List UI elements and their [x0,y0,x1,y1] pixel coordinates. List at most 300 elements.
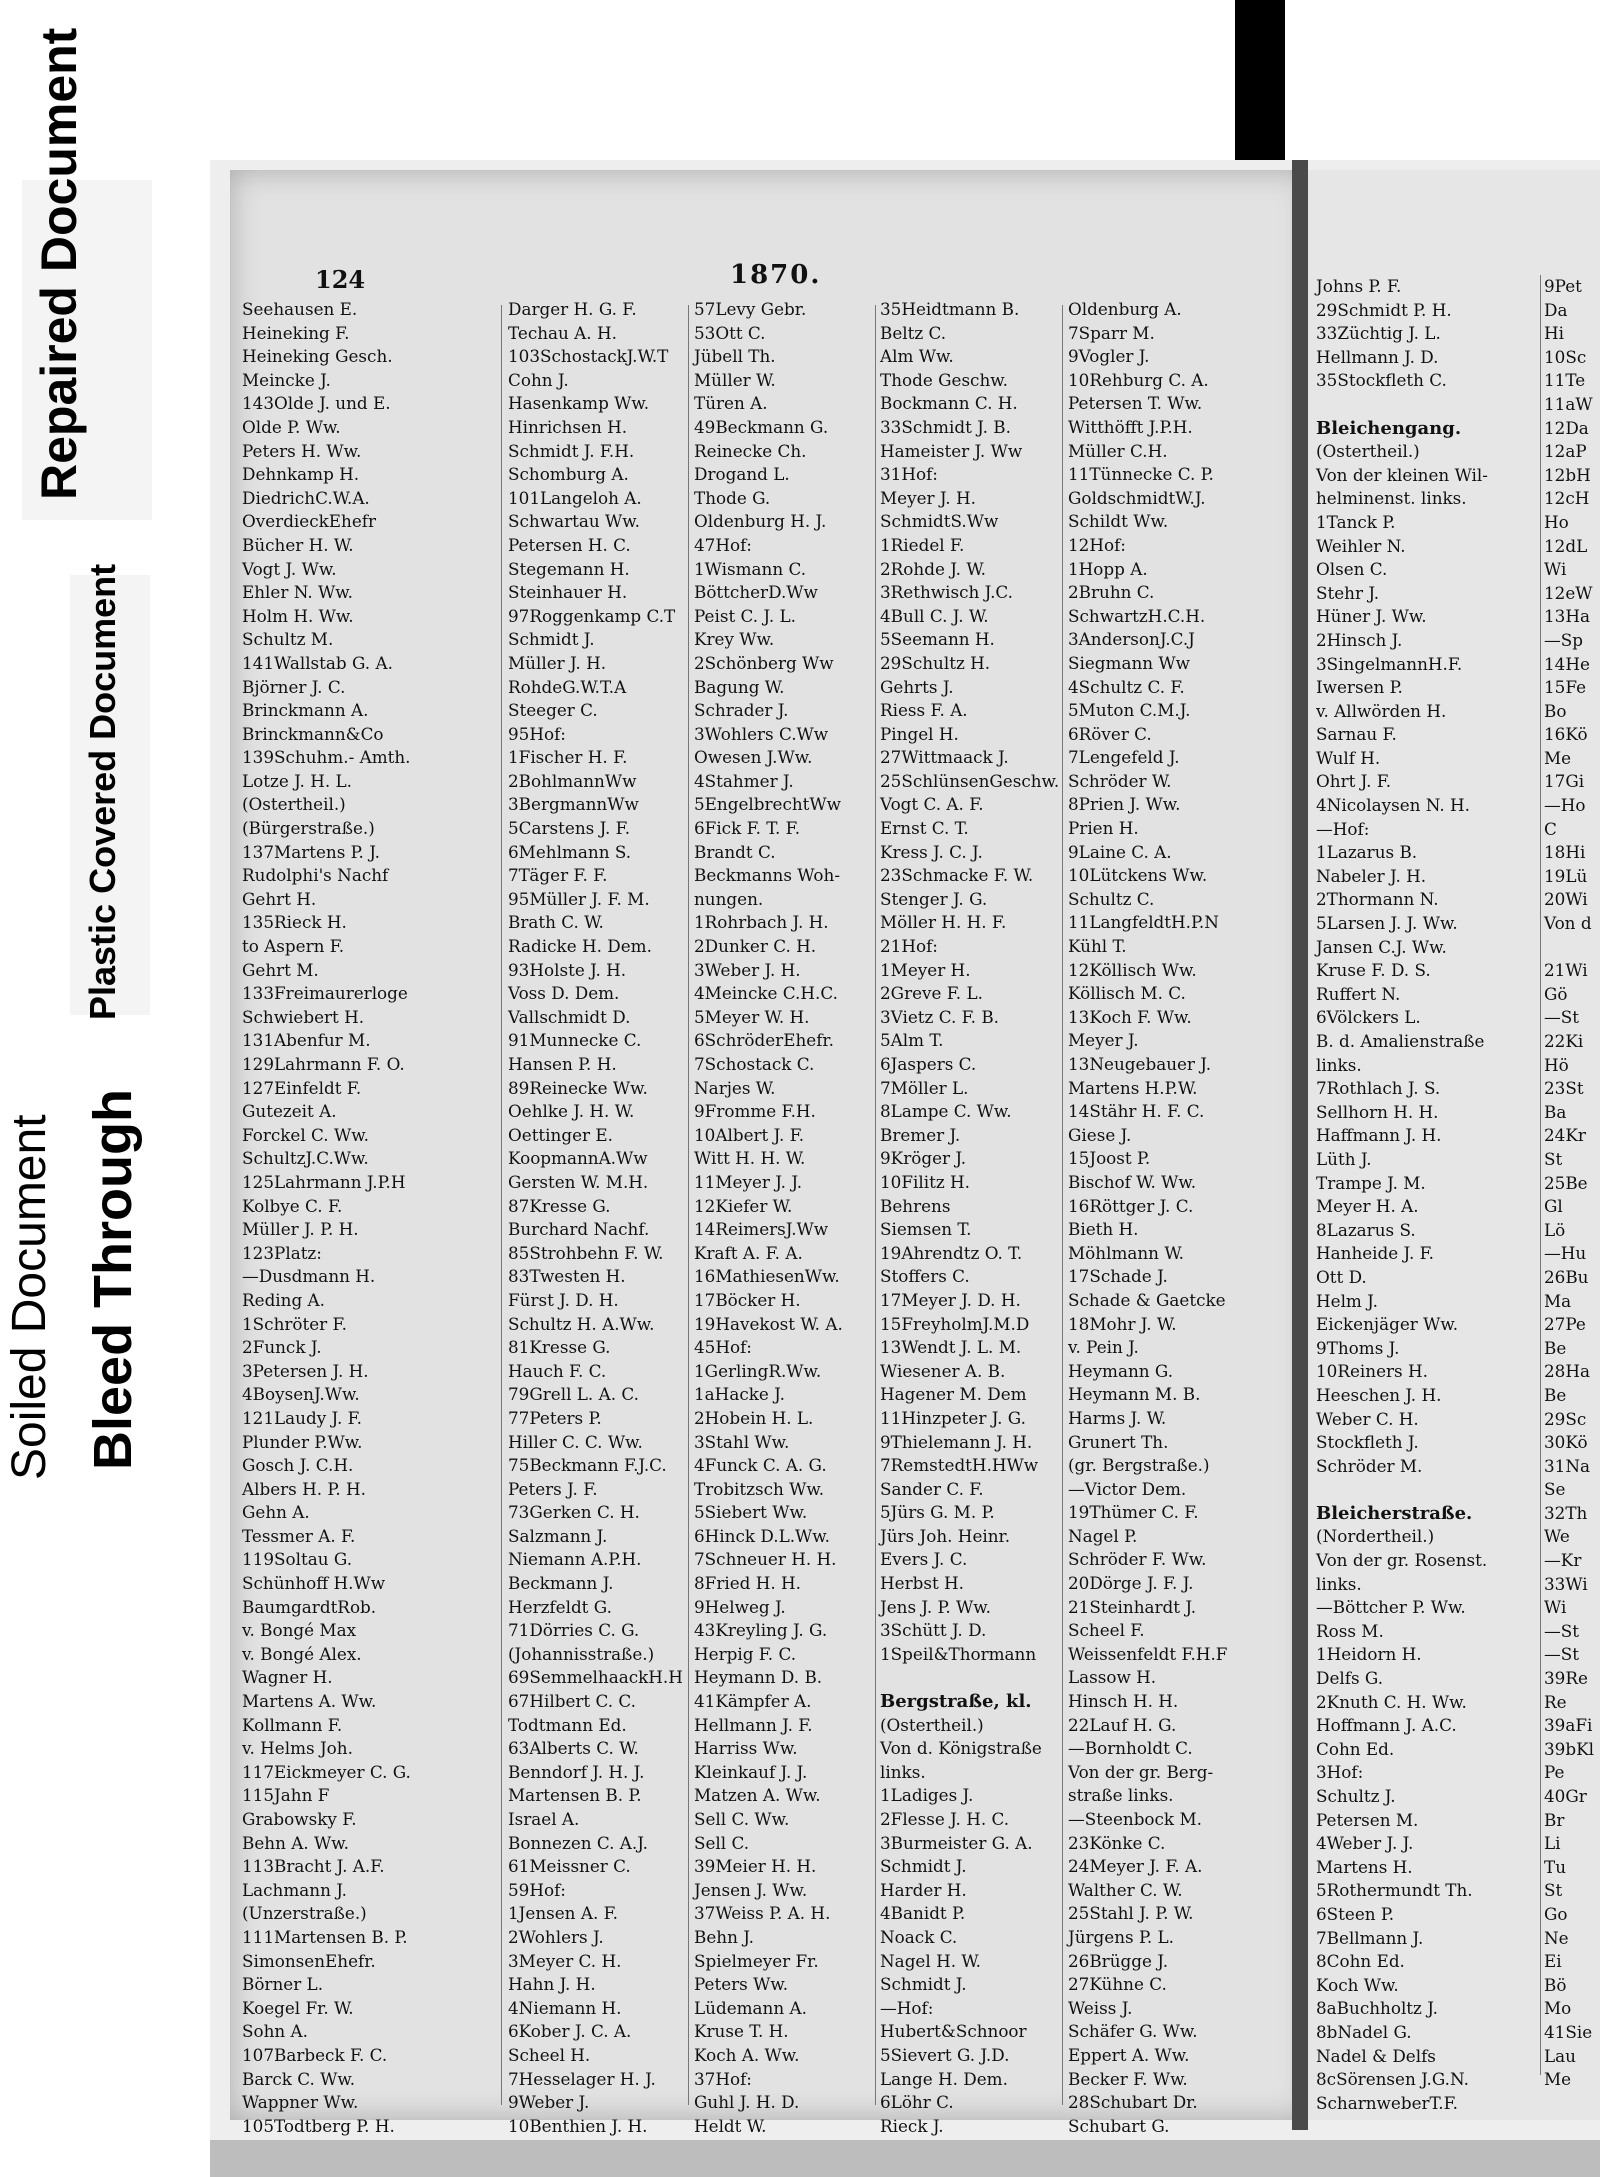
directory-entry: 35Heidtmann B. [880,299,1020,319]
directory-entry: 81Kresse G. [508,1337,611,1358]
directory-entry: 30Kö [1544,1432,1588,1453]
directory-entry: 31Hof: [880,464,938,485]
directory-entry: Gl [1544,1196,1563,1217]
directory-entry: Möller H. H. F. [880,912,1007,933]
spine-bar [1235,0,1285,160]
directory-entry: 1Jensen A. F. [508,1903,618,1924]
directory-entry: 111Martensen B. P. [242,1926,408,1947]
directory-entry: Heymann M. B. [1068,1384,1201,1405]
directory-entry: Hellmann J. F. [694,1714,813,1735]
directory-entry: 9Fromme F.H. [694,1101,816,1122]
directory-entry: Martensen B. P. [508,1785,642,1806]
directory-entry: 31Na [1544,1455,1591,1476]
directory-entry: Eickenjäger Ww. [1316,1314,1459,1335]
directory-entry: 1Ladiges J. [880,1785,974,1806]
directory-entry: Becker F. Ww. [1068,2068,1188,2089]
directory-entry: 18Mohr J. W. [1068,1313,1177,1334]
directory-entry: 25SchlünsenGeschw. [880,770,1060,791]
directory-entry: Petersen T. Ww. [1068,393,1203,414]
directory-entry: Bücher H. W. [242,534,354,555]
directory-entry: Vogt C. A. F. [880,794,984,815]
directory-entry: Barck C. Ww. [242,2068,356,2089]
directory-entry: 10Reiners H. [1316,1361,1428,1382]
directory-entry: Prien H. [1068,818,1139,839]
directory-entry: Kruse F. D. S. [1316,960,1431,981]
directory-entry: Spielmeyer Fr. [694,1950,819,1971]
directory-entry: Rieck J. [880,2115,944,2136]
directory-entry: 127Einfeldt F. [242,1077,362,1098]
directory-entry: Schäfer G. Ww. [1068,2021,1198,2042]
directory-entry: 2Rohde J. W. [880,558,986,579]
directory-entry: 93Holste J. H. [508,959,627,980]
directory-entry: Hanheide J. F. [1316,1243,1435,1264]
directory-entry: Helm J. [1316,1290,1378,1311]
directory-entry [880,1666,1065,1690]
directory-entry: 131Abenfur M. [242,1030,371,1051]
directory-entry: Krey Ww. [694,629,775,650]
directory-entry: Siegmann Ww [1068,652,1191,673]
directory-entry: Stoffers C. [880,1266,970,1287]
scanned-page [210,160,1600,2140]
directory-entry: Schmidt J. F.H. [508,440,635,461]
directory-entry: 117Eickmeyer C. G. [242,1761,411,1782]
directory-entry: 2Hinsch J. [1316,629,1403,650]
directory-entry: 39bKl [1544,1738,1594,1759]
directory-entry: Brandt C. [694,841,776,862]
directory-entry: Schildt Ww. [1068,511,1169,532]
directory-entry: Israel A. [508,1809,580,1829]
directory-entry [1544,936,1600,960]
directory-entry: 29Sc [1544,1408,1587,1429]
label-plastic: Plastic Covered Document [82,563,123,1020]
directory-entry: Stegemann H. [508,558,630,579]
directory-entry: Matzen A. Ww. [694,1785,821,1806]
page-number: 124 [315,265,366,294]
directory-entry: 23St [1544,1078,1584,1099]
directory-entry: Hiller C. C. Ww. [508,1431,643,1452]
directory-entry: Kolbye C. F. [242,1195,343,1216]
directory-entry: 23Könke C. [1068,1832,1166,1853]
directory-entry: Witt H. H. W. [694,1148,806,1169]
directory-entry: Wulf H. [1316,747,1381,768]
directory-entry: 11Tünnecke C. P. [1068,464,1214,485]
directory-entry: 6Löhr C. [880,2092,954,2113]
directory-entry: Behn J. [694,1926,754,1947]
directory-entry: Hahn J. H. [508,1974,596,1995]
directory-entry: Giese J. [1068,1124,1132,1145]
directory-entry: 7Täger F. F. [508,865,608,886]
directory-entry: Oehlke J. H. W. [508,1101,635,1122]
directory-entry: —St [1544,1620,1580,1641]
directory-entry: Oldenburg H. J. [694,511,827,532]
directory-entry: 3Hof: [1316,1762,1364,1783]
directory-entry: Trampe J. M. [1316,1172,1426,1193]
directory-entry: links. [880,1761,926,1782]
directory-entry: Gehrt M. [242,959,319,980]
directory-entry: 43Kreyling J. G. [694,1620,828,1641]
directory-entry: Oettinger E. [508,1124,613,1145]
directory-entry: Sell C. [694,1832,750,1853]
directory-entry: Gehrt H. [242,888,317,909]
directory-entry: Seehausen E. [242,299,358,319]
directory-entry: 24Kr [1544,1125,1586,1146]
directory-entry: Schultz J. [1316,1786,1396,1806]
directory-entry: Harder H. [880,1879,967,1900]
directory-entry: 119Soltau G. [242,1549,353,1570]
directory-entry: Jürs Joh. Heinr. [880,1525,1011,1546]
directory-entry: OverdieckEhefr [242,511,377,532]
directory-entry: Brath C. W. [508,912,604,933]
directory-entry: 115Jahn F [242,1785,330,1806]
directory-entry: 6Röver C. [1068,723,1152,744]
directory-entry: 69SemmelhaackH.H [508,1667,683,1688]
directory-entry: Behrens [880,1195,951,1216]
directory-entry: Lüdemann A. [694,1997,807,2018]
directory-entry: 27Wittmaack J. [880,747,1009,768]
column-rule [875,305,876,2105]
label-bleed: Bleed Through [83,1089,143,1470]
directory-entry: Ma [1544,1290,1572,1311]
directory-entry: 19Ahrendtz O. T. [880,1242,1023,1263]
directory-entry: (Ostertheil.) [242,794,346,815]
directory-entry: (Ostertheil.) [1316,441,1420,462]
directory-entry: 10Albert J. F. [694,1124,805,1145]
directory-entry: Hansen P. H. [508,1054,617,1074]
directory-entry: 4Banidt P. [880,1903,966,1924]
directory-entry: 89Reinecke Ww. [508,1077,648,1098]
directory-entry: 4BoysenJ.Ww. [242,1384,360,1405]
directory-entry: Pe [1544,1762,1565,1783]
directory-column-7 [1544,275,1600,2090]
directory-entry: 1Hopp A. [1068,558,1148,579]
directory-entry: Hinsch H. H. [1068,1691,1179,1712]
directory-entry: 3Burmeister G. A. [880,1832,1033,1853]
directory-entry: 12Köllisch Ww. [1068,959,1197,980]
directory-entry: Me [1544,747,1572,768]
directory-entry: 101Langeloh A. [508,487,642,508]
directory-entry: Herbst H. [880,1573,964,1594]
directory-entry: 9Helweg J. [694,1596,786,1617]
directory-entry: Bö [1544,1974,1567,1995]
directory-entry: 22Ki [1544,1031,1584,1051]
directory-entry: 1Riedel F. [880,534,965,555]
directory-entry: Gehn A. [242,1502,310,1523]
directory-entry: Stenger J. G. [880,888,988,909]
directory-entry: 11Hinzpeter J. G. [880,1407,1026,1428]
directory-entry: 14He [1544,653,1590,674]
directory-entry: 11aW [1544,393,1593,414]
directory-entry: Hö [1544,1054,1569,1075]
directory-entry: 5Sievert G. J.D. [880,2044,1010,2065]
directory-entry: Gutezeit A. [242,1101,337,1122]
directory-entry: Herpig F. C. [694,1643,797,1664]
directory-entry: ScharnweberT.F. [1316,2092,1458,2113]
street-heading: Bleichengang. [1316,417,1462,439]
directory-entry: 12Kiefer W. [694,1195,793,1216]
directory-entry: Jens J. P. Ww. [880,1596,992,1617]
directory-entry: to Aspern F. [242,936,345,957]
directory-entry: —Sp [1544,629,1584,650]
directory-entry: Scheel H. [508,2044,591,2065]
directory-entry: Türen A. [694,393,768,414]
directory-entry: —Hof: [880,1997,934,2018]
directory-entry: Köllisch M. C. [1068,983,1186,1004]
directory-entry: 10Lütckens Ww. [1068,865,1208,886]
directory-entry: 24Meyer J. F. A. [1068,1856,1203,1877]
directory-entry: —St [1544,1644,1580,1665]
directory-entry: Li [1544,1833,1561,1854]
directory-entry: 1aHacke J. [694,1384,785,1405]
directory-entry: Müller J. P. H. [242,1219,359,1240]
directory-entry: 15Joost P. [1068,1148,1151,1169]
directory-entry: Hameister J. Ww [880,440,1023,461]
directory-entry: 1Speil&Thormann [880,1643,1037,1664]
directory-entry: 3Stahl Ww. [694,1431,790,1452]
directory-entry: Trobitzsch Ww. [694,1478,825,1499]
directory-entry: Hauch F. C. [508,1360,607,1381]
directory-entry: 2Wohlers J. [508,1926,604,1947]
directory-entry: Hasenkamp Ww. [508,393,650,414]
directory-entry: 9Laine C. A. [1068,841,1172,862]
directory-entry: 6Fick F. T. F. [694,818,801,839]
directory-entry: 20Wi [1544,889,1588,910]
directory-entry: Ohrt J. F. [1316,771,1392,792]
directory-entry: Reding A. [242,1289,326,1310]
directory-entry: Kruse T. H. [694,2021,789,2042]
directory-entry: Ei [1544,1951,1562,1972]
directory-entry: Heymann D. B. [694,1667,823,1688]
directory-entry: 2Thormann N. [1316,889,1439,910]
directory-entry: Wappner Ww. [242,2092,359,2113]
directory-entry: 8bNadel G. [1316,2021,1412,2042]
directory-entry: 45Hof: [694,1337,752,1358]
directory-entry: 4Schultz C. F. [1068,676,1185,697]
directory-entry: 8Fried H. H. [694,1573,801,1594]
directory-entry: 28Schubart Dr. [1068,2092,1198,2113]
directory-entry: BaumgardtRob. [242,1596,377,1617]
directory-entry: Koch A. Ww. [694,2044,800,2065]
directory-entry: 47Hof: [694,534,752,555]
directory-entry: Ernst C. T. [880,818,969,839]
directory-entry: Riess F. A. [880,700,968,721]
directory-entry: Schrader J. [694,700,789,721]
directory-entry: 5Jürs G. M. P. [880,1502,995,1523]
directory-entry: —Ho [1544,795,1586,816]
directory-entry: 4Funck C. A. G. [694,1455,827,1476]
directory-entry: nungen. [694,888,764,909]
directory-entry: Be [1544,1337,1567,1358]
directory-entry: straße links. [1068,1785,1174,1806]
directory-entry: 1Heidorn H. [1316,1644,1422,1665]
directory-entry: 5Carstens J. F. [508,818,631,839]
directory-entry: 17Schade J. [1068,1266,1168,1287]
directory-entry: Schwartau Ww. [508,511,640,532]
directory-entry: SchmidtS.Ww [880,511,999,532]
directory-entry: Jürgens P. L. [1068,1926,1175,1947]
directory-entry: 14Stähr H. F. C. [1068,1101,1205,1122]
directory-entry: Oldenburg A. [1068,299,1182,319]
directory-entry: Schultz H. A.Ww. [508,1313,655,1334]
directory-entry: Grunert Th. [1068,1431,1169,1452]
directory-entry: 22Lauf H. G. [1068,1714,1177,1735]
directory-entry: Meincke J. [242,369,331,390]
directory-entry: 1Meyer H. [880,959,971,980]
directory-column-5 [1068,298,1288,2136]
directory-entry: 143Olde J. und E. [242,393,391,414]
directory-entry: 11Meyer J. J. [694,1171,803,1192]
directory-entry: RohdeG.W.T.A [508,676,627,697]
directory-entry: 113Bracht J. A.F. [242,1856,385,1877]
directory-entry: Steinhauer H. [508,582,628,603]
directory-entry: 9Kröger J. [880,1148,967,1169]
directory-entry: 6SchröderEhefr. [694,1030,834,1051]
directory-entry: 4Stahmer J. [694,770,794,791]
directory-entry: 87Kresse G. [508,1195,611,1216]
directory-entry: 141Wallstab G. A. [242,652,393,673]
directory-entry: 95Hof: [508,723,566,744]
directory-entry: 5Larsen J. J. Ww. [1316,913,1458,934]
directory-entry: 4Meincke C.H.C. [694,983,838,1004]
directory-entry: 5Seemann H. [880,629,995,650]
directory-entry: Sohn A. [242,2021,309,2042]
column-rule [1540,275,1541,2075]
street-heading: Bergstraße, kl. [880,1691,1032,1713]
directory-entry: 125Lahrmann J.P.H [242,1171,406,1192]
directory-entry: Bischof W. Ww. [1068,1171,1197,1192]
directory-entry: Jansen C.J. Ww. [1316,936,1447,957]
directory-entry: Schmidt J. [508,629,595,650]
directory-entry: Schröder M. [1316,1455,1423,1476]
directory-entry: Harms J. W. [1068,1407,1167,1428]
directory-entry: Wi [1544,559,1567,580]
directory-entry: Forckel C. Ww. [242,1124,369,1145]
label-repaired: Repaired Document [31,27,87,500]
directory-entry: Eppert A. Ww. [1068,2044,1190,2065]
directory-entry: Olde P. Ww. [242,416,341,437]
directory-entry: Lö [1544,1219,1566,1240]
directory-entry: Johns P. F. [1316,276,1402,296]
directory-entry: 129Lahrmann F. O. [242,1054,405,1074]
directory-entry: Jübell Th. [694,346,776,367]
directory-entry: 37Weiss P. A. H. [694,1903,831,1924]
directory-entry: v. Bongé Alex. [242,1643,362,1664]
directory-entry: Pingel H. [880,723,959,744]
directory-entry: Sellhorn H. H. [1316,1101,1439,1122]
directory-entry: 1Lazarus B. [1316,842,1418,863]
directory-entry: 61Meissner C. [508,1856,631,1877]
directory-entry: 29Schmidt P. H. [1316,299,1452,320]
directory-entry: 17Meyer J. D. H. [880,1289,1021,1310]
directory-entry: 5Alm T. [880,1030,944,1051]
directory-entry: 6Kober J. C. A. [508,2021,632,2042]
directory-entry [1316,1478,1516,1502]
directory-entry: Petersen M. [1316,1809,1419,1830]
directory-entry: Gehrts J. [880,676,954,697]
directory-entry: Hellmann J. D. [1316,346,1439,367]
directory-entry: Meyer J. [1068,1030,1139,1051]
directory-entry: Behn A. Ww. [242,1832,349,1853]
directory-entry: 6Hinck D.L.Ww. [694,1525,831,1546]
directory-entry: 3SingelmannH.F. [1316,653,1463,674]
directory-entry: 121Laudy J. F. [242,1407,362,1428]
directory-entry: Thode Geschw. [880,369,1008,390]
directory-entry: Schultz M. [242,629,334,650]
directory-entry: Nabeler J. H. [1316,865,1427,886]
directory-entry: 10Rehburg C. A. [1068,369,1209,390]
directory-entry: Lachmann J. [242,1879,347,1900]
directory-entry: 73Gerken C. H. [508,1502,640,1523]
directory-entry: Schubart G. [1068,2115,1170,2136]
directory-entry: 37Hof: [694,2068,752,2089]
directory-entry: Sander C. F. [880,1478,984,1499]
directory-entry: Kraft A. F. A. [694,1242,803,1263]
directory-entry: Lau [1544,2045,1576,2066]
directory-entry: Albers H. P. H. [242,1478,366,1499]
directory-entry: Holm H. Ww. [242,605,354,626]
directory-entry: Weiss J. [1068,1997,1133,2018]
directory-entry: 3Vietz C. F. B. [880,1006,999,1027]
directory-entry: Heineking Gesch. [242,346,393,367]
directory-entry: Reinecke Ch. [694,440,807,461]
directory-entry: 133Freimaurerloge [242,983,408,1004]
directory-entry: 91Munnecke C. [508,1030,642,1051]
directory-entry: 83Twesten H. [508,1266,626,1287]
directory-entry: 2Greve F. L. [880,983,983,1004]
directory-entry: 105Todtberg P. H. [242,2115,395,2136]
directory-entry: (Bürgerstraße.) [242,818,375,839]
directory-entry: 27Pe [1544,1314,1586,1335]
directory-entry: Grabowsky F. [242,1809,357,1829]
directory-entry: Hi [1544,323,1565,344]
directory-entry: 135Rieck H. [242,912,347,933]
directory-entry: 9Vogler J. [1068,346,1150,367]
directory-entry: 2BohlmannWw [508,770,637,791]
directory-entry: Weissenfeldt F.H.F [1068,1643,1228,1664]
directory-entry: Von der kleinen Wil- [1316,464,1488,485]
directory-entry: Lüth J. [1316,1148,1372,1169]
directory-entry: Heymann G. [1068,1360,1174,1381]
column-rule [1062,305,1063,2105]
directory-entry: Heeschen J. H. [1316,1384,1442,1405]
directory-entry: KoopmannA.Ww [508,1148,648,1169]
directory-entry: 2Knuth C. H. Ww. [1316,1691,1467,1712]
directory-entry: Scheel F. [1068,1620,1145,1641]
directory-entry: Kollmann F. [242,1714,343,1735]
directory-entry: 49Beckmann G. [694,416,829,437]
directory-entry: (Ostertheil.) [880,1714,984,1735]
directory-entry: 8aBuchholtz J. [1316,1998,1438,2019]
directory-entry: Ne [1544,1927,1569,1948]
label-strip [0,0,215,2177]
directory-entry: Möhlmann W. [1068,1242,1184,1263]
directory-entry: Cohn Ed. [1316,1738,1395,1759]
directory-entry: Stockfleth J. [1316,1432,1419,1453]
directory-entry: Peters J. F. [508,1478,598,1499]
directory-entry: Brinckmann A. [242,700,369,721]
directory-entry: 79Grell L. A. C. [508,1384,639,1405]
directory-entry: Meyer J. H. [880,487,976,508]
directory-entry: 16Kö [1544,724,1588,745]
directory-entry: Re [1544,1691,1567,1712]
directory-entry: 7Lengefeld J. [1068,747,1180,768]
directory-entry: 8Prien J. Ww. [1068,794,1181,815]
column-rule [688,305,689,2105]
directory-entry: 3Petersen J. H. [242,1360,369,1381]
directory-entry: SchwartzH.C.H. [1068,605,1206,626]
directory-entry: 4Nicolaysen N. H. [1316,795,1471,816]
directory-entry: 2Funck J. [242,1337,322,1358]
directory-entry: Kühl T. [1068,936,1127,957]
